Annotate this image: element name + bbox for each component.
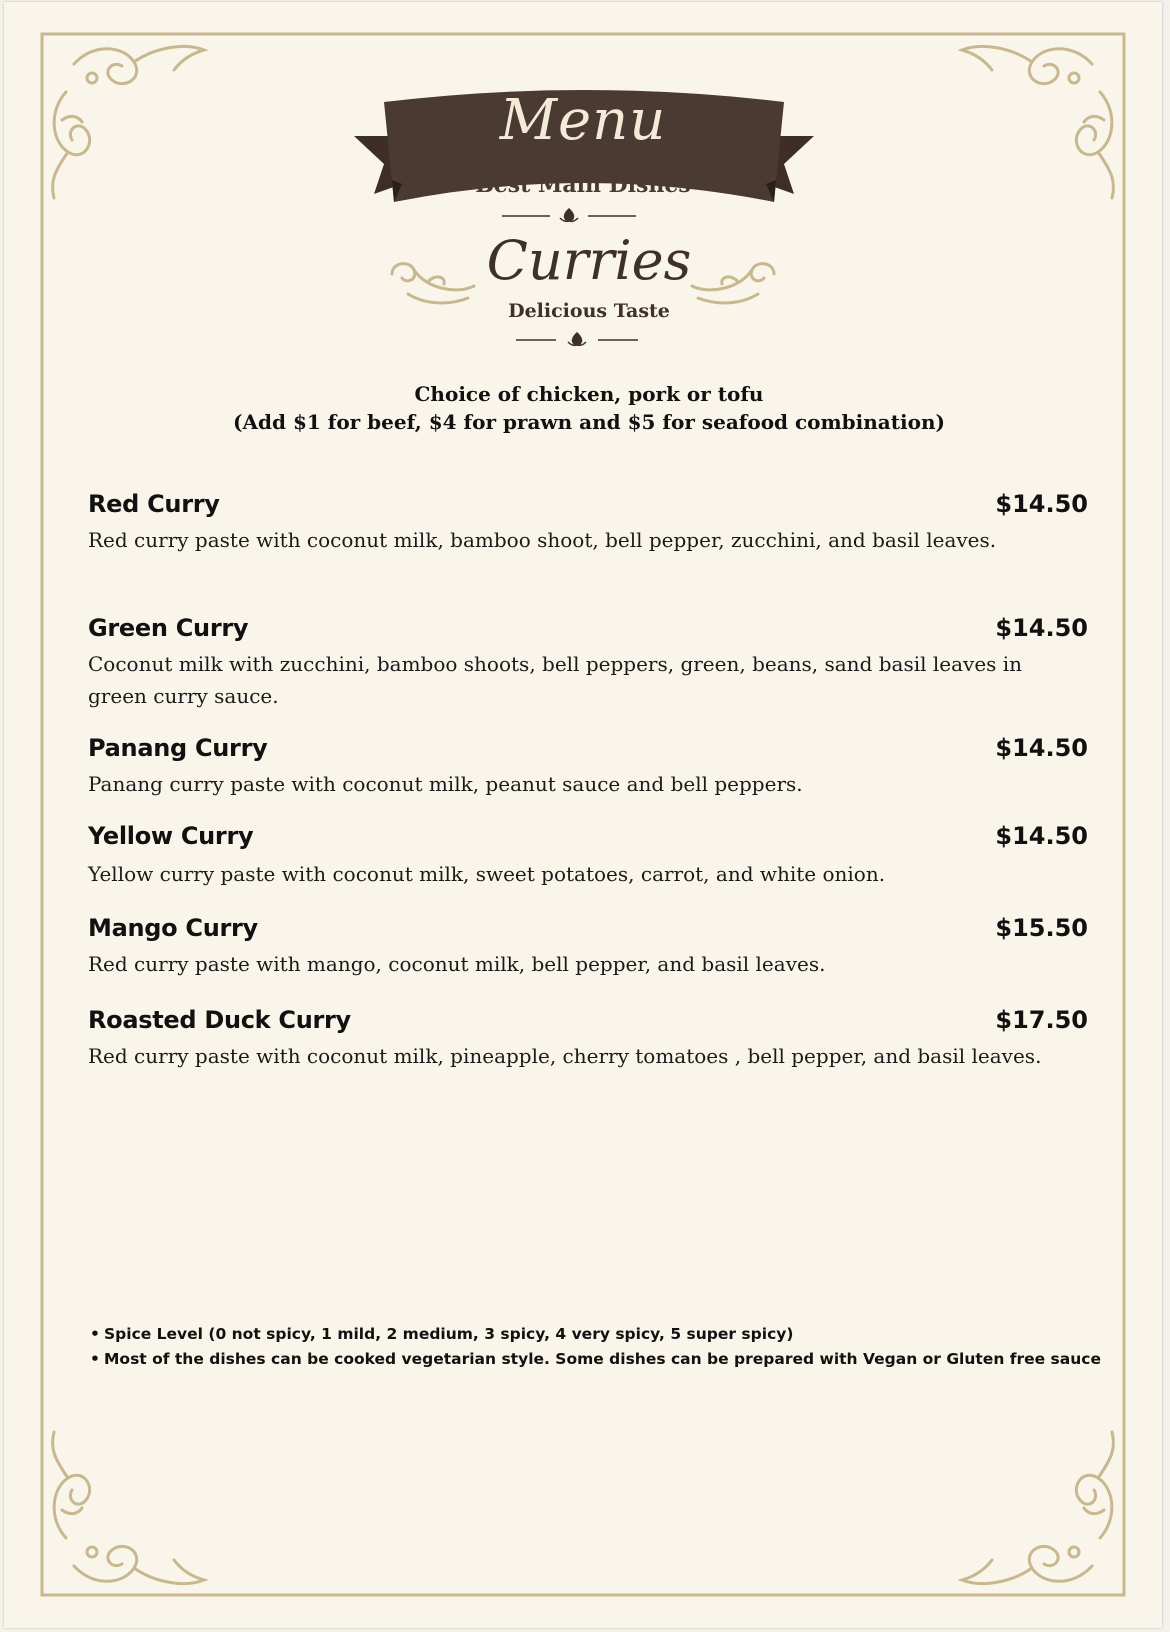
item-price: $17.50: [995, 1006, 1088, 1034]
protein-choice-note: [64, 380, 1114, 436]
menu-subtitle: Best Main Dishes: [475, 172, 691, 198]
menu-item-roasted-duck-curry: [88, 1006, 1088, 1072]
item-price: $14.50: [995, 490, 1088, 518]
bullet-icon: •: [90, 1350, 100, 1368]
corner-ornament-bottom-right: [962, 1432, 1113, 1584]
footnotes: [90, 1322, 1100, 1372]
menu-item-yellow-curry: [88, 822, 1088, 890]
menu-header: [4, 2, 1162, 362]
menu-item-panang-curry: [88, 734, 1088, 800]
item-price: $14.50: [995, 614, 1088, 642]
item-name: Yellow Curry: [88, 822, 254, 850]
section-title: Curries: [486, 229, 692, 292]
item-price: $14.50: [995, 734, 1088, 762]
item-price: $15.50: [995, 914, 1088, 942]
item-description: Red curry paste with coconut milk, bamboo shoot, bell pepper, zucchini, and basil leaves.: [88, 528, 997, 552]
note-spice-level: [90, 1322, 1100, 1347]
item-name: Roasted Duck Curry: [88, 1006, 351, 1034]
item-name: Mango Curry: [88, 914, 258, 942]
item-name: Green Curry: [88, 614, 249, 642]
menu-item-mango-curry: [88, 914, 1088, 980]
leaf-divider-bottom: [516, 330, 646, 350]
item-description: Red curry paste with coconut milk, pineapple, cherry tomatoes , bell pepper, and basil leaves.: [88, 1044, 1042, 1068]
leaf-divider-top: [502, 206, 642, 226]
item-name: Panang Curry: [88, 734, 268, 762]
menu-title: Menu: [499, 88, 667, 153]
item-description: Panang curry paste with coconut milk, peanut sauce and bell peppers.: [88, 772, 803, 796]
menu-page: [4, 2, 1162, 1628]
menu-item-red-curry: [88, 490, 1088, 556]
protein-upcharge-line: (Add $1 for beef, $4 for prawn and $5 for seafood combination): [233, 410, 945, 434]
item-description: Yellow curry paste with coconut milk, sweet potatoes, carrot, and white onion.: [88, 862, 886, 886]
item-description: Coconut milk with zucchini, bamboo shoots, bell peppers, green, beans, sand basil leaves in green curry sauce.: [88, 652, 1023, 708]
section-subtitle: Delicious Taste: [508, 300, 670, 322]
item-name: Red Curry: [88, 490, 220, 518]
note-text: Most of the dishes can be cooked vegetarian style. Some dishes can be prepared with Vegan or Gluten free sauce: [104, 1350, 1101, 1368]
protein-choice-line: Choice of chicken, pork or tofu: [414, 382, 764, 406]
corner-ornament-bottom-left: [53, 1432, 204, 1584]
bullet-icon: •: [90, 1325, 100, 1343]
note-vegetarian: [90, 1347, 1100, 1372]
item-price: $14.50: [995, 822, 1088, 850]
item-description: Red curry paste with mango, coconut milk, bell pepper, and basil leaves.: [88, 952, 826, 976]
menu-item-green-curry: [88, 614, 1088, 712]
note-text: Spice Level (0 not spicy, 1 mild, 2 medium, 3 spicy, 4 very spicy, 5 super spicy): [104, 1325, 794, 1343]
